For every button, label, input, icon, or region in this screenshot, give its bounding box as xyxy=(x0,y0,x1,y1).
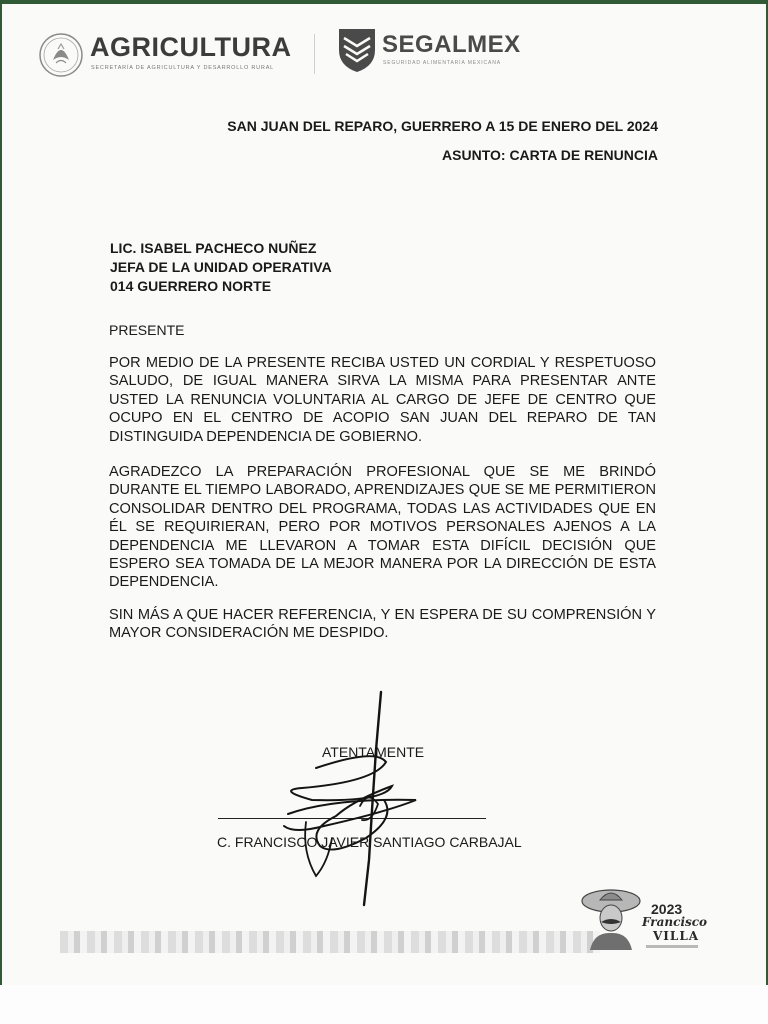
signer-name: C. FRANCISCO JAVIER SANTIAGO CARBAJAL xyxy=(217,834,522,850)
recipient-unit: 014 GUERRERO NORTE xyxy=(110,278,272,294)
body-paragraph-2: AGRADEZCO LA PREPARACIÓN PROFESIONAL QUE SE ME BRINDÓ DURANTE EL TIEMPO LABORADO, APRENDIZAJES QUE SE ME PERMITIERON CONSOLIDAR DENTRO DEL PROGRAMA, TODAS LAS ACTIVIDADES QUE EN ÉL SE REQUIRIERAN, PERO POR MOTIVOS PERSONALES AJENOS A LA DEPENDENCIA ME LLEVARON A TOMAR ESTA DIFÍCIL DECISIÓN QUE ESPERO SEA TOMADA DE LA MEJOR MANERA POR LA DIRECCIÓN DE ESTA DEPENDENCIA. xyxy=(109,464,656,591)
page-bottom-margin xyxy=(0,985,768,1024)
mexico-seal-icon xyxy=(38,30,84,80)
commemorative-tagline xyxy=(646,945,698,948)
recipient-name: LIC. ISABEL PACHECO NUÑEZ xyxy=(110,240,317,256)
decorative-footer-band xyxy=(60,931,600,953)
logo-divider xyxy=(314,34,315,74)
segalmex-logo-title: SEGALMEX xyxy=(382,31,521,58)
closing: ATENTAMENTE xyxy=(322,744,425,760)
commemorative-name-last: VILLA xyxy=(653,929,700,943)
place-date: SAN JUAN DEL REPARO, GUERRERO A 15 DE ENERO DEL 2024 xyxy=(227,118,658,134)
commemorative-year: 2023 xyxy=(651,901,683,917)
francisco-villa-portrait-icon xyxy=(580,886,642,950)
recipient-title: JEFA DE LA UNIDAD OPERATIVA xyxy=(110,259,332,275)
body-paragraph-1: POR MEDIO DE LA PRESENTE RECIBA USTED UN CORDIAL Y RESPETUOSO SALUDO, DE IGUAL MANERA SIRVA LA MISMA PARA PRESENTAR ANTE USTED LA RENUNCIA VOLUNTARIA AL CARGO DE JEFE DE CENTRO QUE OCUPO EN EL CENTRO DE ACOPIO SAN JUAN DEL REPARO DE TAN DISTINGUIDA DEPENDENCIA DE GOBIERNO. xyxy=(109,355,656,445)
greeting: PRESENTE xyxy=(109,322,185,338)
body-paragraph-3: SIN MÁS A QUE HACER REFERENCIA, Y EN ESPERA DE SU COMPRENSIÓN Y MAYOR CONSIDERACIÓN ME DESPIDO. xyxy=(109,607,656,642)
segalmex-shield-icon xyxy=(336,26,378,74)
subject-line: ASUNTO: CARTA DE RENUNCIA xyxy=(442,147,658,163)
agricultura-logo-title: AGRICULTURA xyxy=(90,32,292,62)
segalmex-logo-subtitle: SEGURIDAD ALIMENTARIA MEXICANA xyxy=(383,60,502,66)
handwritten-signature xyxy=(236,690,446,910)
commemorative-name-first: Francisco xyxy=(642,915,708,929)
agricultura-logo-subtitle: SECRETARÍA DE AGRICULTURA Y DESARROLLO RURAL xyxy=(91,65,275,71)
